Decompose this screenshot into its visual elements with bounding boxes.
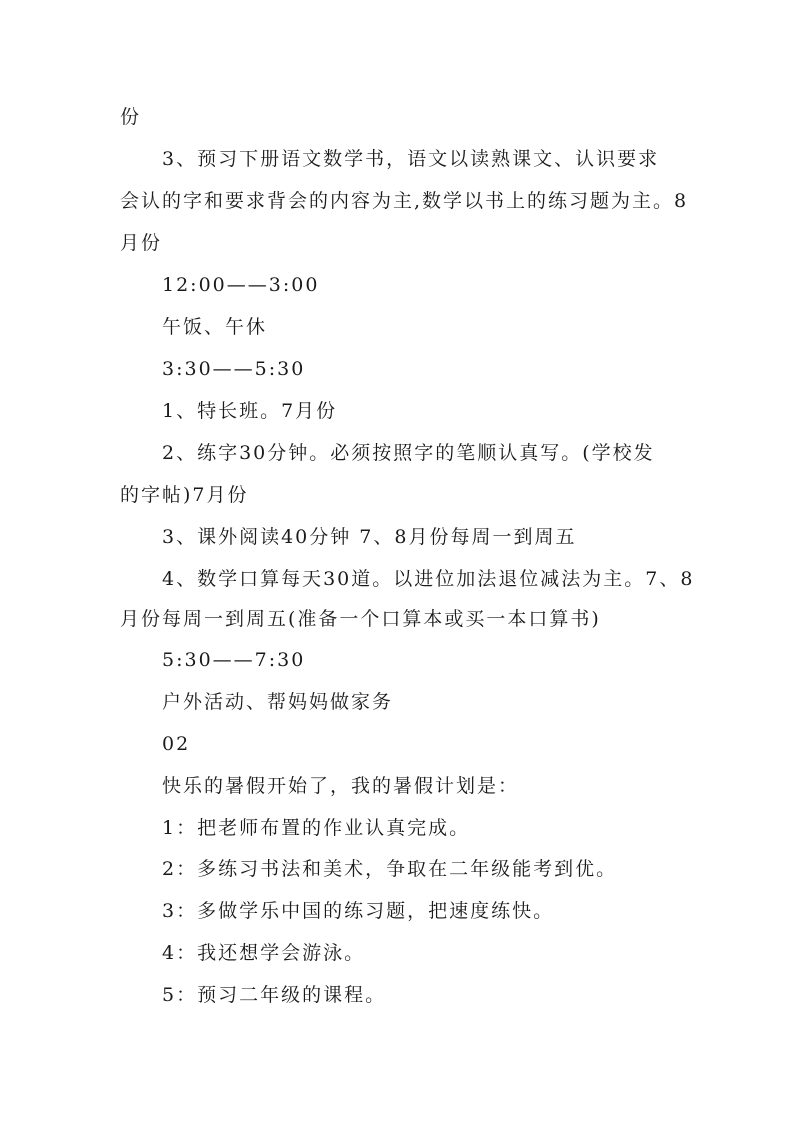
text-line: 3、预习下册语文数学书，语文以读熟课文、认识要求 <box>162 148 660 170</box>
text-line: 3：多做学乐中国的练习题，把速度练快。 <box>162 900 555 922</box>
text-line: 3、课外阅读40分钟 7、8月份每周一到周五 <box>162 526 577 548</box>
text-line: 月份 <box>120 232 163 254</box>
text-line: 2、练字30分钟。必须按照字的笔顺认真写。(学校发 <box>162 442 655 464</box>
text-line: 5:30——7:30 <box>162 649 306 671</box>
text-line: 1、特长班。7月份 <box>162 400 338 422</box>
text-line: 3:30——5:30 <box>162 358 306 380</box>
text-line: 02 <box>162 733 191 755</box>
text-line: 户外活动、帮妈妈做家务 <box>162 691 394 713</box>
text-line: 2：多练习书法和美术，争取在二年级能考到优。 <box>162 858 618 880</box>
text-line: 1：把老师布置的作业认真完成。 <box>162 817 471 839</box>
text-line: 份 <box>120 106 142 128</box>
text-line: 4：我还想学会游泳。 <box>162 942 366 964</box>
text-line: 4、数学口算每天30道。以进位加法退位减法为主。7、8 <box>162 568 695 590</box>
text-line: 快乐的暑假开始了，我的暑假计划是： <box>162 775 520 797</box>
text-line: 的字帖)7月份 <box>120 484 249 506</box>
text-line: 会认的字和要求背会的内容为主,数学以书上的练习题为主。8 <box>120 190 689 212</box>
text-line: 12:00——3:00 <box>162 274 320 296</box>
text-line: 午饭、午休 <box>162 316 268 338</box>
text-line: 5：预习二年级的课程。 <box>162 984 387 1006</box>
text-line: 月份每周一到周五(准备一个口算本或买一本口算书) <box>120 608 601 630</box>
